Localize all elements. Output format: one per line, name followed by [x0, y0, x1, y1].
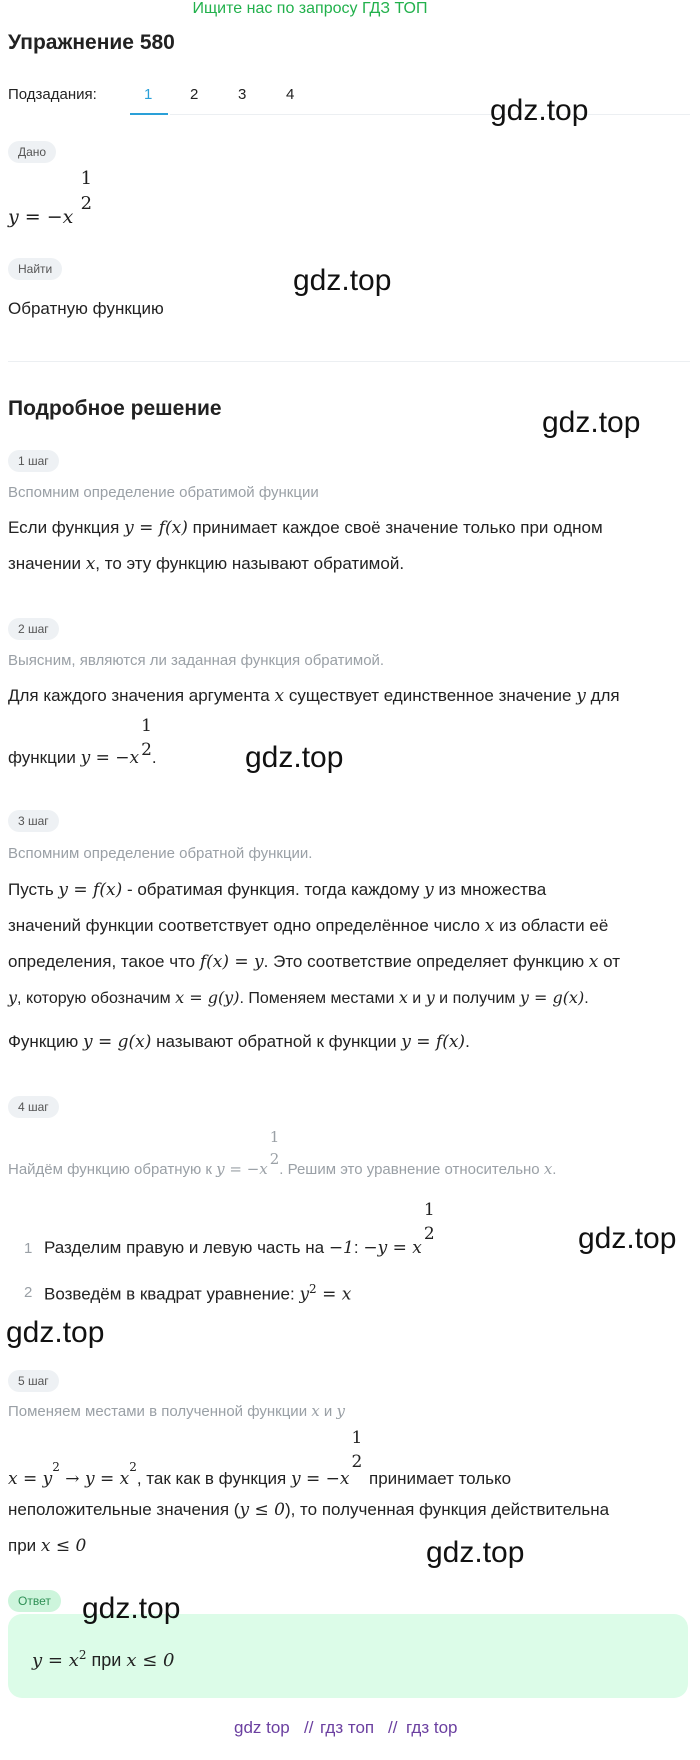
page-title: Упражнение 580: [8, 31, 175, 54]
footer-link-gdz-top[interactable]: gdz top: [234, 1718, 290, 1737]
footer-link-gdz-top-ru[interactable]: гдз топ: [320, 1718, 375, 1737]
watermark: gdz.top: [490, 94, 589, 127]
step-1-line-1: Если функция y = f(x) принимает каждое своё значение только при одном: [8, 518, 603, 538]
footer-separator: //: [388, 1718, 398, 1737]
step-3-line-5: Функцию y = g(x) называют обратной к функции y = f(x).: [8, 1032, 470, 1052]
step-5-hint: Поменяем местами в полученной функции x и y: [8, 1402, 345, 1420]
watermark: gdz.top: [245, 741, 344, 774]
tabs-divider: [170, 114, 690, 115]
tab-4[interactable]: 4: [286, 86, 295, 103]
step-1-hint: Вспомним определение обратимой функции: [8, 484, 319, 501]
answer-formula: $y = x^2$ при x ≤ 0: [32, 1648, 175, 1671]
step-5-line-2: неположительные значения (y ≤ 0), то полученная функция действительна: [8, 1500, 610, 1520]
step-5-line-1: $x = y^2 \to y = x^2$, так как в функция y = −x 1 2 принимает только: [8, 1428, 512, 1489]
solution-title: Подробное решение: [8, 397, 222, 420]
step-4-badge: 4 шаг: [8, 1096, 59, 1118]
subtasks-label: Подзадания:: [8, 86, 97, 103]
section-divider: [8, 361, 690, 362]
active-tab-indicator: [130, 113, 168, 115]
watermark: gdz.top: [6, 1316, 105, 1349]
step-2-line-2: функции y = −x 1 2 .: [8, 716, 157, 768]
watermark: gdz.top: [578, 1222, 677, 1255]
step-2-badge: 2 шаг: [8, 618, 59, 640]
step-1-line-2: значении x, то эту функцию называют обратимой.: [8, 554, 405, 574]
step-5-badge: 5 шаг: [8, 1370, 59, 1392]
step-3-line-2: значений функции соответствует одно определённое число x из области её: [8, 916, 609, 936]
step-5-line-3: при x ≤ 0: [8, 1536, 87, 1556]
footer-separator: //: [304, 1718, 314, 1737]
step-4-item-1: Разделим правую и левую часть на −1: −y = x 1 2: [44, 1200, 435, 1258]
footer-link-gdz-top-mixed[interactable]: гдз top: [406, 1718, 458, 1737]
step-4-item-2-number: 2: [24, 1284, 33, 1301]
watermark: gdz.top: [426, 1536, 525, 1569]
step-2-hint: Выясним, являются ли заданная функция обратимой.: [8, 652, 385, 669]
step-3-hint: Вспомним определение обратной функции.: [8, 845, 313, 862]
watermark: gdz.top: [82, 1592, 181, 1625]
watermark: gdz.top: [293, 264, 392, 297]
given-badge: Дано: [8, 141, 56, 163]
tab-1[interactable]: 1: [144, 86, 153, 103]
step-3-line-3: определения, такое что f(x) = y. Это соответствие определяет функцию x от: [8, 952, 620, 972]
step-3-line-1: Пусть y = f(x) - обратимая функция. тогда каждому y из множества: [8, 880, 547, 900]
find-text: Обратную функцию: [8, 299, 164, 318]
step-4-item-1-number: 1: [24, 1240, 33, 1257]
step-4-hint: Найдём функцию обратную к y = −x 1 2 . Решим это уравнение относительно x.: [8, 1128, 557, 1178]
watermark: gdz.top: [542, 406, 641, 439]
given-formula: y = −x 1 2: [8, 168, 93, 228]
top-banner: Ищите нас по запросу ГДЗ ТОП: [192, 0, 428, 17]
tab-2[interactable]: 2: [190, 86, 199, 103]
tab-3[interactable]: 3: [238, 86, 247, 103]
step-2-line-1: Для каждого значения аргумента x существует единственное значение y для: [8, 686, 620, 706]
step-3-badge: 3 шаг: [8, 810, 59, 832]
find-badge: Найти: [8, 258, 62, 280]
step-3-line-4: y, которую обозначим x = g(y). Поменяем местами x и y и получим y = g(x).: [8, 988, 589, 1007]
answer-badge: Ответ: [8, 1590, 61, 1612]
step-4-item-2: Возведём в квадрат уравнение: $y^2 = x$: [44, 1282, 352, 1305]
step-1-badge: 1 шаг: [8, 450, 59, 472]
